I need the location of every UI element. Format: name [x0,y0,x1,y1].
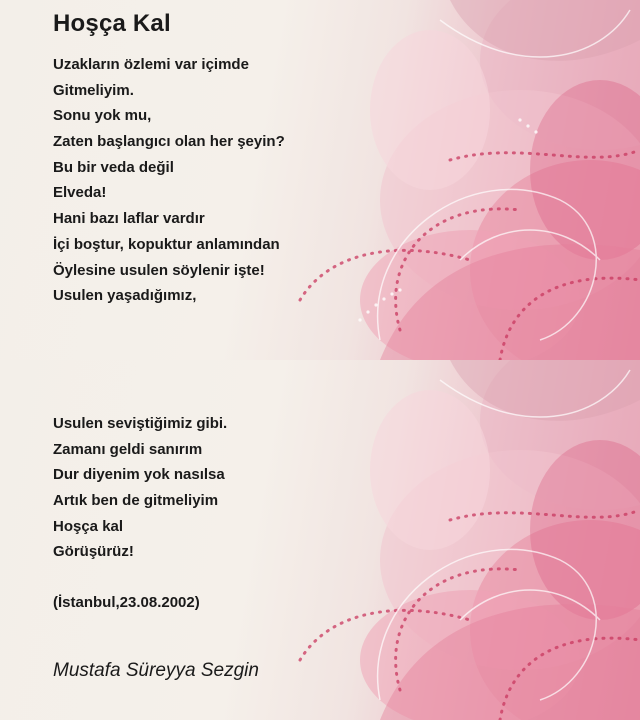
stanza-1 [53,52,285,309]
poem-line: Usulen yaşadığımız, [53,287,197,305]
poem-line: Hani bazı laflar vardır [53,210,205,228]
poem-line: Hoşça kal [53,517,124,535]
poem-title: Hoşça Kal [53,10,171,37]
poem-line: Zaten başlangıcı olan her şeyin? [53,133,285,151]
poem-line: Zamanı geldi sanırım [53,440,203,458]
poem-line: Elveda! [53,184,107,202]
poem-line: Dur diyenim yok nasılsa [53,466,225,484]
poem-line: Usulen seviştiğimiz gibi. [53,415,228,432]
poem-line: İçi boştur, kopuktur anlamından [53,235,280,253]
poem-date: (İstanbul,23.08.2002) [53,594,200,611]
poem-line: Artık ben de gitmeliyim [53,492,219,510]
poem-author: Mustafa Süreyya Sezgin [53,660,259,681]
poem-line: Uzakların özlemi var içimde [53,56,249,73]
poem-line: Gitmeliyim. [53,81,134,99]
poem-line: Öylesine usulen söylenir işte! [53,261,265,279]
poem-line: Sonu yok mu, [53,107,152,125]
poem-line: Bu bir veda değil [53,158,174,176]
poem-line: Görüşürüz! [53,543,134,561]
stanza-2 [53,411,227,565]
